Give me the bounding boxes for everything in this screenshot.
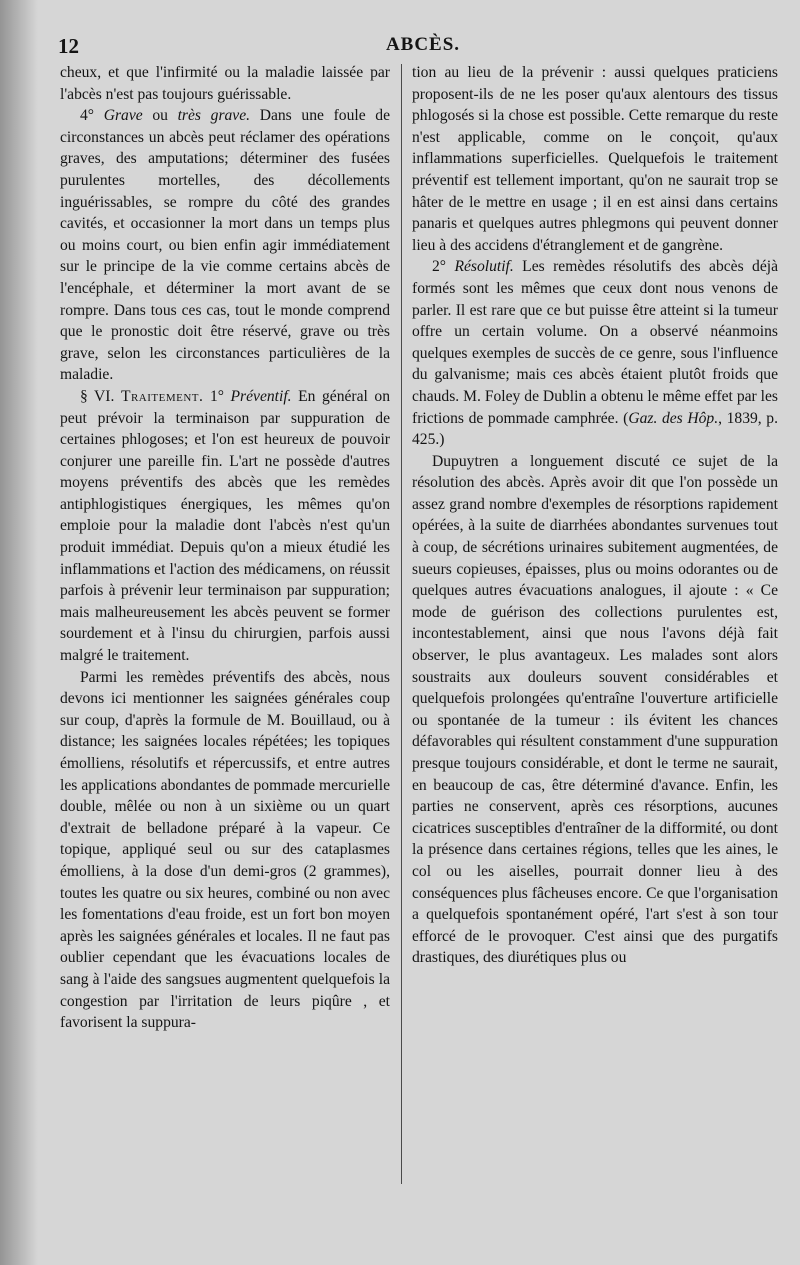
citation-ref: , 1839, p. 425.) bbox=[412, 409, 778, 449]
citation-journal: Gaz. des Hôp. bbox=[628, 409, 719, 427]
running-title: ABCÈS. bbox=[385, 34, 461, 55]
paragraph-text: Les remèdes résolutifs des abcès déjà formés sont les mêmes que ceux dont nous venons de parler. Il est rare que ce but puisse être atteint si la tumeur offre un certain volume. On a observé néanmoins quelques exemples de succès de ce genre, sous l'influence du galvanisme; mais ces abcès étaient plutôt froids que chauds. M. Foley de Dublin a obtenu le même effet par les frictions de pommade camphrée. ( bbox=[412, 258, 779, 427]
item-number: 2° bbox=[432, 258, 455, 276]
binding-shadow bbox=[0, 0, 38, 1265]
column-divider bbox=[401, 64, 402, 1184]
right-column bbox=[412, 62, 778, 969]
paragraph-traitement bbox=[60, 386, 390, 667]
section-mark: § VI. bbox=[80, 387, 121, 405]
paragraph-continuation: tion au lieu de la prévenir : aussi quelques praticiens proposent-ils de ne les poser qu'aux alentours des tissus phlogosés si la chose est possible. Cette remarque du reste n'est applicable, comme on le conçoit, qu'aux inflammations superficielles. Quelquefois le traitement préventif est tellement important, qu'on ne saurait trop se hâter de le mettre en usage ; il en est ainsi dans certains panaris et quelques autres phlegmons qui peuvent donner lieu à des accidens d'étranglement et de gangrène. bbox=[412, 64, 778, 254]
section-heading: Traitement. bbox=[120, 387, 204, 405]
paragraph-continuation: cheux, et que l'infirmité ou la maladie laissée par l'abcès n'est pas toujours guérissable. bbox=[60, 64, 390, 103]
paragraph-dupuytren: Dupuytren a longuement discuté ce sujet de la résolution des abcès. Après avoir dit que l'on possède un assez grand nombre d'exemples de résorptions rapidement opérées, à la suite de diarrhées abondantes survenues tout à coup, de sécrétions urinaires subitement augmentées, de sueurs copieuses, épaisses, plus ou moins odorantes ou de quelques autres évacuations analogues, il ajoute : « Ce mode de guérison des collections purulentes est, incontestablement, ainsi que nous l'avons déjà fait observer, le plus avantageux. Les malades sont alors soustraits aux douleurs souvent considérables et quelquefois prolongées qu'entraîne l'ouverture artificielle ou spontanée de la tumeur : ils évitent les chances défavorables qui résultent constamment d'une suppuration presque toujours considérable, et dont le terme ne saurait, en beaucoup de cas, être déterminé d'avance. Enfin, les parties ne conservent, après ces résorptions, aucunes cicatrices susceptibles d'entraîner de la difformité, ou dont la présence dans certaines régions, telles que les aines, le col ou les aiselles, pourrait donner lieu à des conséquences plus fâcheuses encore. Ce que l'organisation a quelquefois spontanément opéré, l'art s'est à son tour efforcé de le provoquer. C'est ainsi que des purgatifs drastiques, des diurétiques plus ou bbox=[412, 452, 778, 967]
paragraph-text: Dans une foule de circonstances un abcès peut réclamer des opérations graves, des amputations; déterminer des fusées purulentes mortelles, des décollements inguérissables, se rompre du côté des grandes cavités, et occasionner la mort dans un temps plus ou moins court, ou bien enfin agir immédiatement sur le principe de la vie comme certains abcès de l'encéphale, et déterminer la mort avant de se rompre. Dans tous ces cas, tout le monde comprend que le pronostic doit être réservé, grave ou très grave, selon les circonstances particulières de la maladie. bbox=[60, 107, 390, 384]
term-preventif: Préventif. bbox=[230, 387, 292, 405]
term-resolutif: Résolutif. bbox=[454, 258, 514, 276]
paragraph-remedes: Parmi les remèdes préventifs des abcès, nous devons ici mentionner les saignées générales coup sur coup, d'après la formule de M. Bouillaud, ou à distance; les saignées locales répétées; les topiques émolliens, résolutifs et répercussifs, et entre autres les applications abondantes de pommade mercurielle double, mêlée ou non à un sixième ou un quart d'extrait de belladone préparé à la vapeur. Ce topique, appliqué seul ou sur des cataplasmes émolliens, à la dose d'un demi-gros (2 grammes), toutes les quatre ou six heures, combiné ou non avec les fomentations d'eau froide, est un fort bon moyen après les saignées générales et locales. Il ne faut pas oublier cependant que les évacuations locales de sang à l'aide des sangsues augmentent quelquefois la congestion par l'irritation de leurs piqûre , et favorisent la suppura- bbox=[60, 668, 390, 1032]
conjunction: ou bbox=[142, 107, 178, 125]
page-number: 12 bbox=[58, 34, 79, 58]
page-header bbox=[58, 34, 788, 60]
paragraph-resolutif bbox=[412, 256, 778, 450]
item-number: 4° bbox=[80, 107, 104, 125]
item-number: 1° bbox=[203, 387, 231, 405]
term-tres-grave: très grave. bbox=[177, 107, 251, 125]
paragraph-grave bbox=[60, 105, 390, 386]
term-grave: Grave bbox=[103, 107, 143, 125]
left-column bbox=[60, 62, 390, 1034]
paragraph-text: En général on peut prévoir la terminaison par suppuration de certaines phlogoses; et l'on est heureux de pouvoir conjurer une pareille fin. L'art ne possède d'autres moyens préventifs des abcès que les remèdes antiphlogistiques énergiques, les mêmes qu'on emploie pour la maladie dont l'abcès n'est qu'un produit immédiat. Depuis qu'on a mieux étudié les inflammations et l'action des médicamens, on réussit parfois à prévenir leur terminaison par suppuration; mais malheureusement les abcès peuvent se former sourdement et à l'insu du chirurgien, parfois aussi malgré le traitement. bbox=[60, 387, 390, 665]
